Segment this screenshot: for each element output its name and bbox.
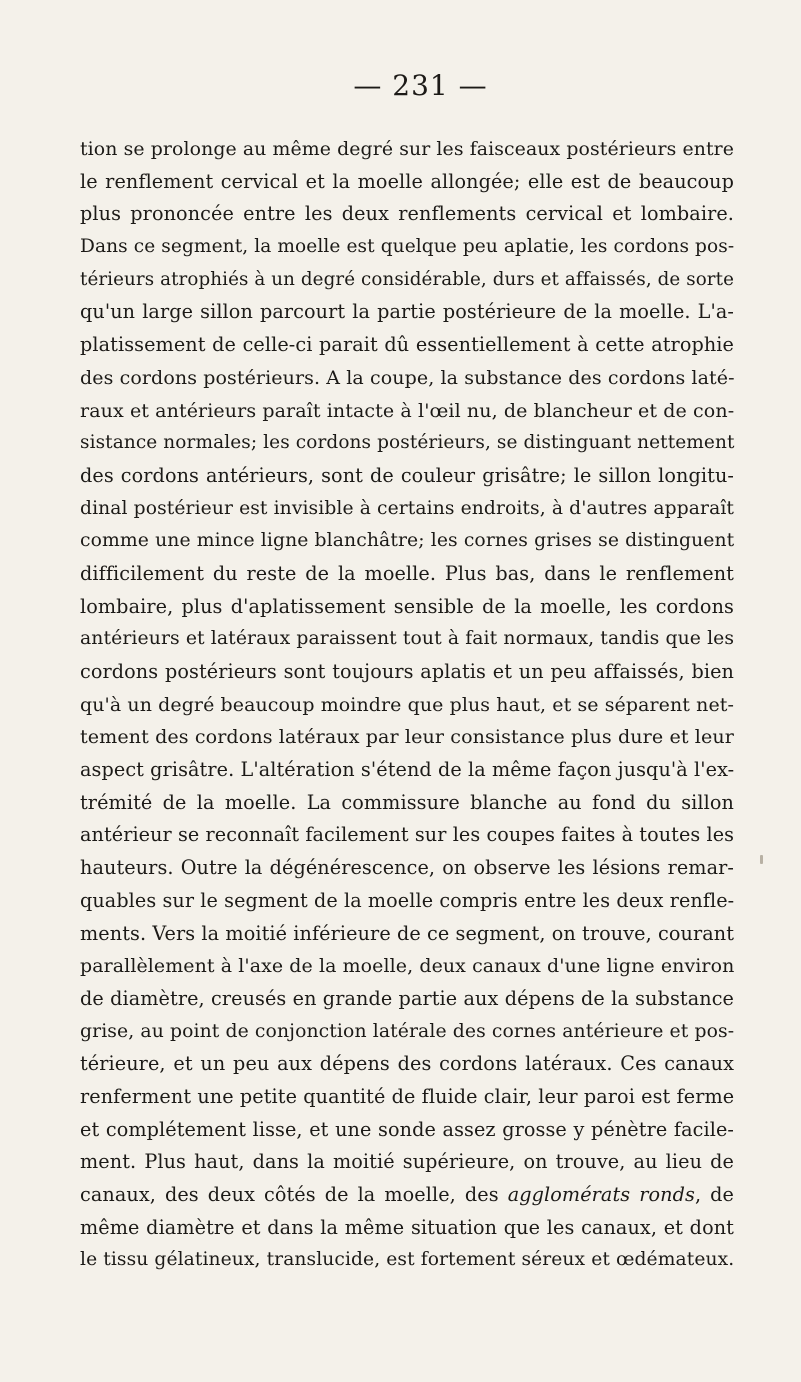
text-line: des cordons postérieurs. A la coupe, la substance des cordons laté- <box>80 366 735 389</box>
text-line: dinal postérieur est invisible à certains endroits, à d'autres apparaît <box>80 497 734 519</box>
text-line: difficilement du reste de la moelle. Plus bas, dans le renflement <box>80 561 734 585</box>
text-line: grise, au point de conjonction latérale des cornes antérieure et pos- <box>80 1020 735 1042</box>
text-line: Dans ce segment, la moelle est quelque peu aplatie, les cordons pos- <box>80 236 735 258</box>
text-line: térieure, et un peu aux dépens des cordons latéraux. Ces canaux <box>80 1052 734 1076</box>
text-line: qu'un large sillon parcourt la partie postérieure de la moelle. L'a- <box>80 300 734 324</box>
text-line: platissement de celle-ci parait dû essentiellement à cette atrophie <box>80 333 734 357</box>
text-line: hauteurs. Outre la dégénérescence, on observe les lésions remar- <box>80 856 734 880</box>
text-segment: canaux, des deux côtés de la moelle, des <box>80 1183 508 1206</box>
text-line-italic-phrase <box>80 1179 734 1212</box>
ink-speck <box>760 855 763 864</box>
text-line: des cordons antérieurs, sont de couleur grisâtre; le sillon longitu- <box>80 463 734 487</box>
text-line: le renflement cervical et la moelle allongée; elle est de beaucoup <box>80 169 734 193</box>
text-line: trémité de la moelle. La commissure blanche au fond du sillon <box>80 790 734 814</box>
text-line: et complétement lisse, et une sonde assez grosse y pénètre facile- <box>80 1117 734 1141</box>
text-line: sistance normales; les cordons postérieurs, se distinguant nettement <box>80 432 735 454</box>
text-line: aspect grisâtre. L'altération s'étend de la même façon jusqu'à l'ex- <box>80 758 735 782</box>
text-line: antérieur se reconnaît facilement sur les coupes faites à toutes les <box>80 823 735 847</box>
text-line: quables sur le segment de la moelle compris entre les deux renfle- <box>80 888 735 912</box>
italic-phrase: agglomérats ronds <box>507 1183 695 1206</box>
text-line: lombaire, plus d'aplatissement sensible de la moelle, les cordons <box>80 594 734 618</box>
text-line: ments. Vers la moitié inférieure de ce segment, on trouve, courant <box>80 921 735 945</box>
text-line: raux et antérieurs paraît intacte à l'œil nu, de blancheur et de con- <box>80 399 735 422</box>
text-line: même diamètre et dans la même situation que les canaux, et dont <box>80 1215 734 1239</box>
text-line: plus prononcée entre les deux renflements cervical et lombaire. <box>80 202 734 226</box>
text-line: renferment une petite quantité de fluide clair, leur paroi est ferme <box>80 1084 735 1108</box>
text-line: ment. Plus haut, dans la moitié supérieure, on trouve, au lieu de <box>80 1150 734 1174</box>
text-line: cordons postérieurs sont toujours aplatis et un peu affaissés, bien <box>80 660 734 683</box>
text-line: comme une mince ligne blanchâtre; les cornes grises se distinguent <box>80 530 735 552</box>
text-line: qu'à un degré beaucoup moindre que plus haut, et se séparent net- <box>80 693 734 716</box>
text-line: antérieurs et latéraux paraissent tout à fait normaux, tandis que les <box>80 628 735 650</box>
text-line: de diamètre, creusés en grande partie aux dépens de la substance <box>80 986 734 1010</box>
body-text <box>80 133 734 1277</box>
text-line: parallèlement à l'axe de la moelle, deux canaux d'une ligne environ <box>80 955 735 978</box>
text-line: tement des cordons latéraux par leur consistance plus dure et leur <box>80 726 734 749</box>
text-segment: , de <box>694 1183 734 1206</box>
page-number: — 231 — <box>353 69 488 102</box>
text-line: le tissu gélatineux, translucide, est fortement séreux et œdémateux. <box>80 1249 735 1271</box>
text-line: térieurs atrophiés à un degré considérable, durs et affaissés, de sorte <box>80 268 734 290</box>
text-line: tion se prolonge au même degré sur les faisceaux postérieurs entre <box>80 138 735 160</box>
